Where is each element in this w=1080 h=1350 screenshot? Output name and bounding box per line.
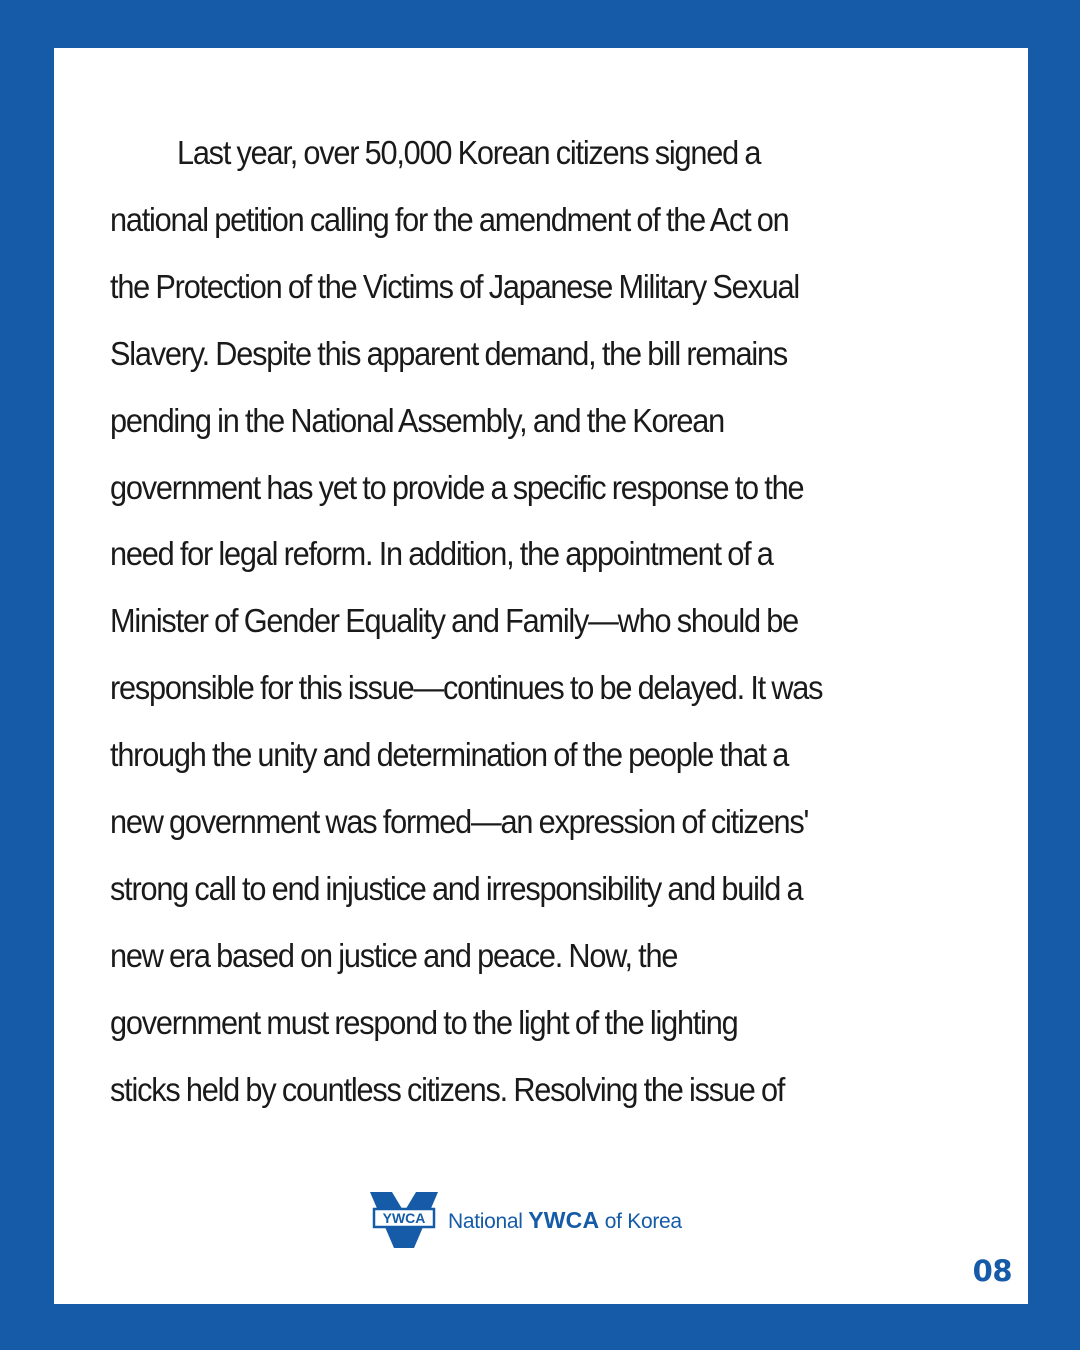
page-number: 08 (972, 1254, 1012, 1288)
body-line: Last year, over 50,000 Korean citizens signed a (176, 134, 761, 171)
organization-logo (370, 1192, 682, 1248)
content-panel (54, 48, 1028, 1304)
ywca-logo-icon (370, 1192, 438, 1248)
logo-badge-text: YWCA (382, 1210, 426, 1226)
body-line: government has yet to provide a specific response to the (110, 468, 804, 506)
body-line: through the unity and determination of the people that a (110, 736, 789, 774)
body-line: national petition calling for the amendment of the Act on (110, 200, 789, 238)
body-line: need for legal reform. In addition, the appointment of a (110, 535, 773, 573)
organization-name-strong: YWCA (528, 1206, 600, 1233)
body-line: Slavery. Despite this apparent demand, the bill remains (110, 334, 788, 372)
body-line: strong call to end injustice and irresponsibility and build a (110, 869, 803, 907)
body-paragraph (110, 120, 928, 1124)
organization-name (448, 1207, 682, 1234)
organization-name-suffix: of Korea (599, 1209, 682, 1233)
body-line: sticks held by countless citizens. Resolving the issue of (110, 1070, 785, 1108)
body-line: Minister of Gender Equality and Family—who should be (110, 602, 799, 640)
organization-name-prefix: National (448, 1209, 529, 1233)
body-line: new government was formed—an expression of citizens' (110, 803, 809, 841)
body-line: new era based on justice and peace. Now, the (110, 936, 678, 974)
body-line: government must respond to the light of the lighting (110, 1003, 738, 1041)
body-line: responsible for this issue—continues to be delayed. It was (110, 669, 823, 707)
body-line: the Protection of the Victims of Japanese Military Sexual (110, 267, 800, 305)
body-line: pending in the National Assembly, and the Korean (110, 401, 724, 439)
